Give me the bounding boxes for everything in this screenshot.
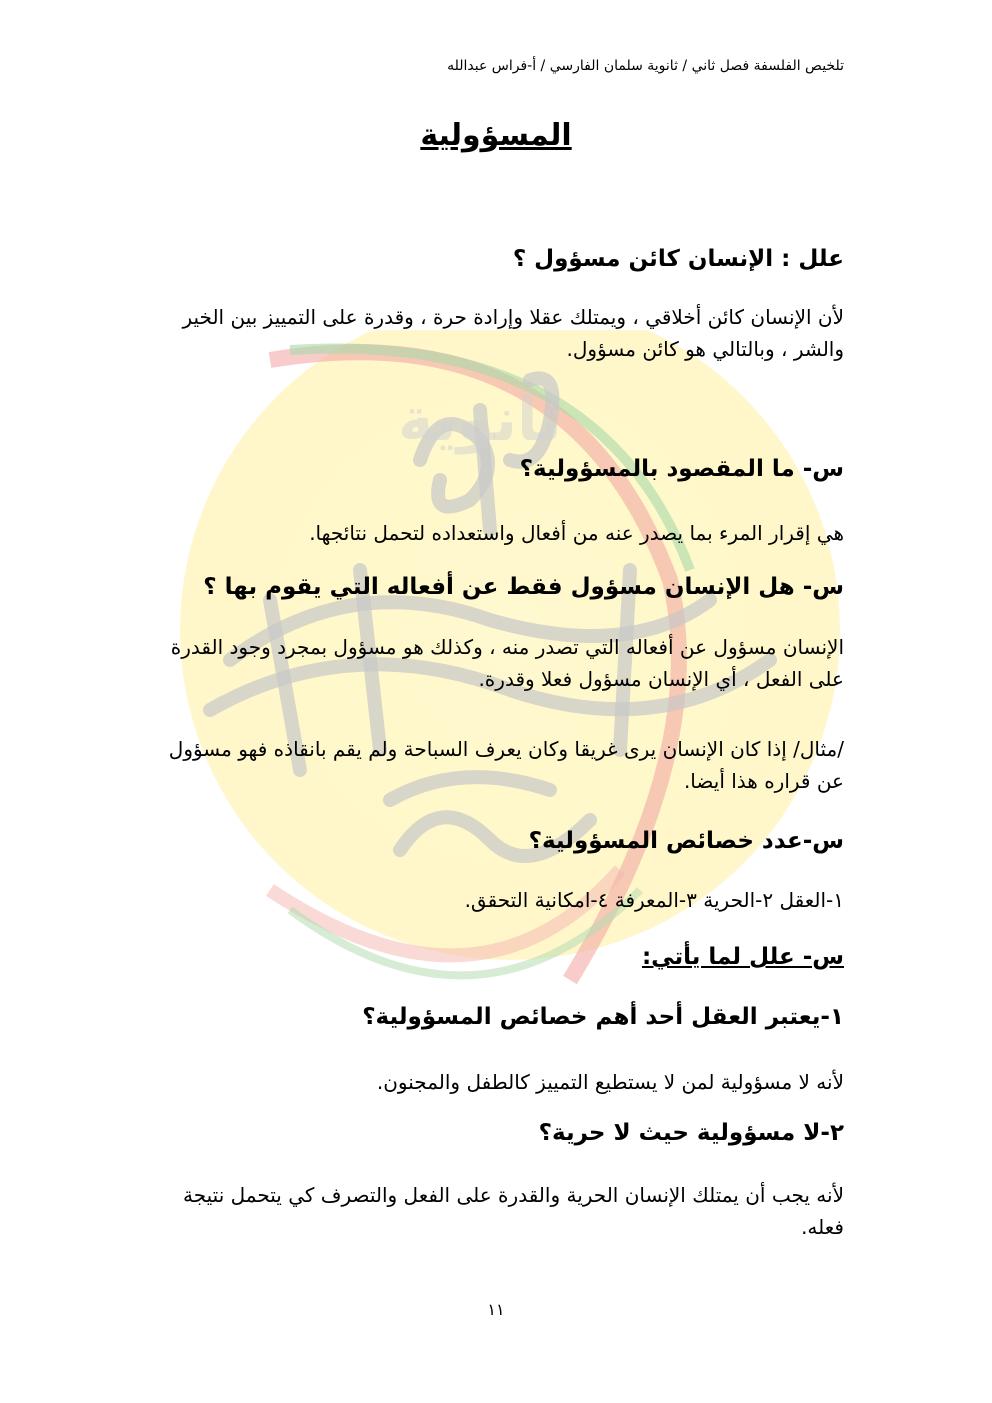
question-5-2-heading: ٢-لا مسؤولية حيث لا حرية؟ (538, 1120, 844, 1146)
answer-2-paragraph: هي إقرار المرء بما يصدر عنه من أفعال واستعداده لتحمل نتائجها. (309, 521, 844, 545)
question-5-1-heading: ١-يعتبر العقل أحد أهم خصائص المسؤولية؟ (362, 1004, 844, 1030)
question-3-heading: س- هل الإنسان مسؤول فقط عن أفعاله التي يقوم بها ؟ (203, 574, 844, 600)
logo-text-thanawiya: ثانوية (397, 385, 563, 455)
question-2-heading: س- ما المقصود بالمسؤولية؟ (519, 456, 844, 482)
page-title: المسؤولية (420, 118, 572, 153)
page-number: ١١ (487, 1300, 505, 1319)
answer-3-paragraph: الإنسان مسؤول عن أفعاله التي تصدر منه ، وكذلك هو مسؤول بمجرد وجود القدرة على الفعل ، أي الإنسان مسؤول فعلا وقدرة. (170, 635, 844, 691)
page-header: تلخيص الفلسفة فصل ثاني / ثانوية سلمان الفارسي / أ-فراس عبدالله (447, 58, 844, 74)
example-paragraph: /مثال/ إذا كان الإنسان يرى غريقا وكان يعرف السباحة ولم يقم بانقاذه فهو مسؤول عن قراره هذا أيضا. (168, 737, 844, 793)
question-5-heading: س- علل لما يأتي: (641, 944, 844, 970)
question-4-heading: س-عدد خصائص المسؤولية؟ (528, 828, 844, 854)
answer-5-1-paragraph: لأنه لا مسؤولية لمن لا يستطيع التمييز كالطفل والمجنون. (376, 1070, 844, 1094)
answer-4-list: ١-العقل ٢-الحرية ٣-المعرفة ٤-امكانية التحقق. (464, 888, 844, 912)
question-1-heading: علل : الإنسان كائن مسؤول ؟ (512, 246, 844, 272)
answer-5-2-paragraph: لأنه يجب أن يمتلك الإنسان الحرية والقدرة على الفعل والتصرف كي يتحمل نتيجة فعله. (182, 1183, 844, 1239)
answer-1-paragraph: لأن الإنسان كائن أخلاقي ، ويمتلك عقلا وإرادة حرة ، وقدرة على التمييز بين الخير والشر ، وبالتالي هو كائن مسؤول. (182, 305, 844, 361)
